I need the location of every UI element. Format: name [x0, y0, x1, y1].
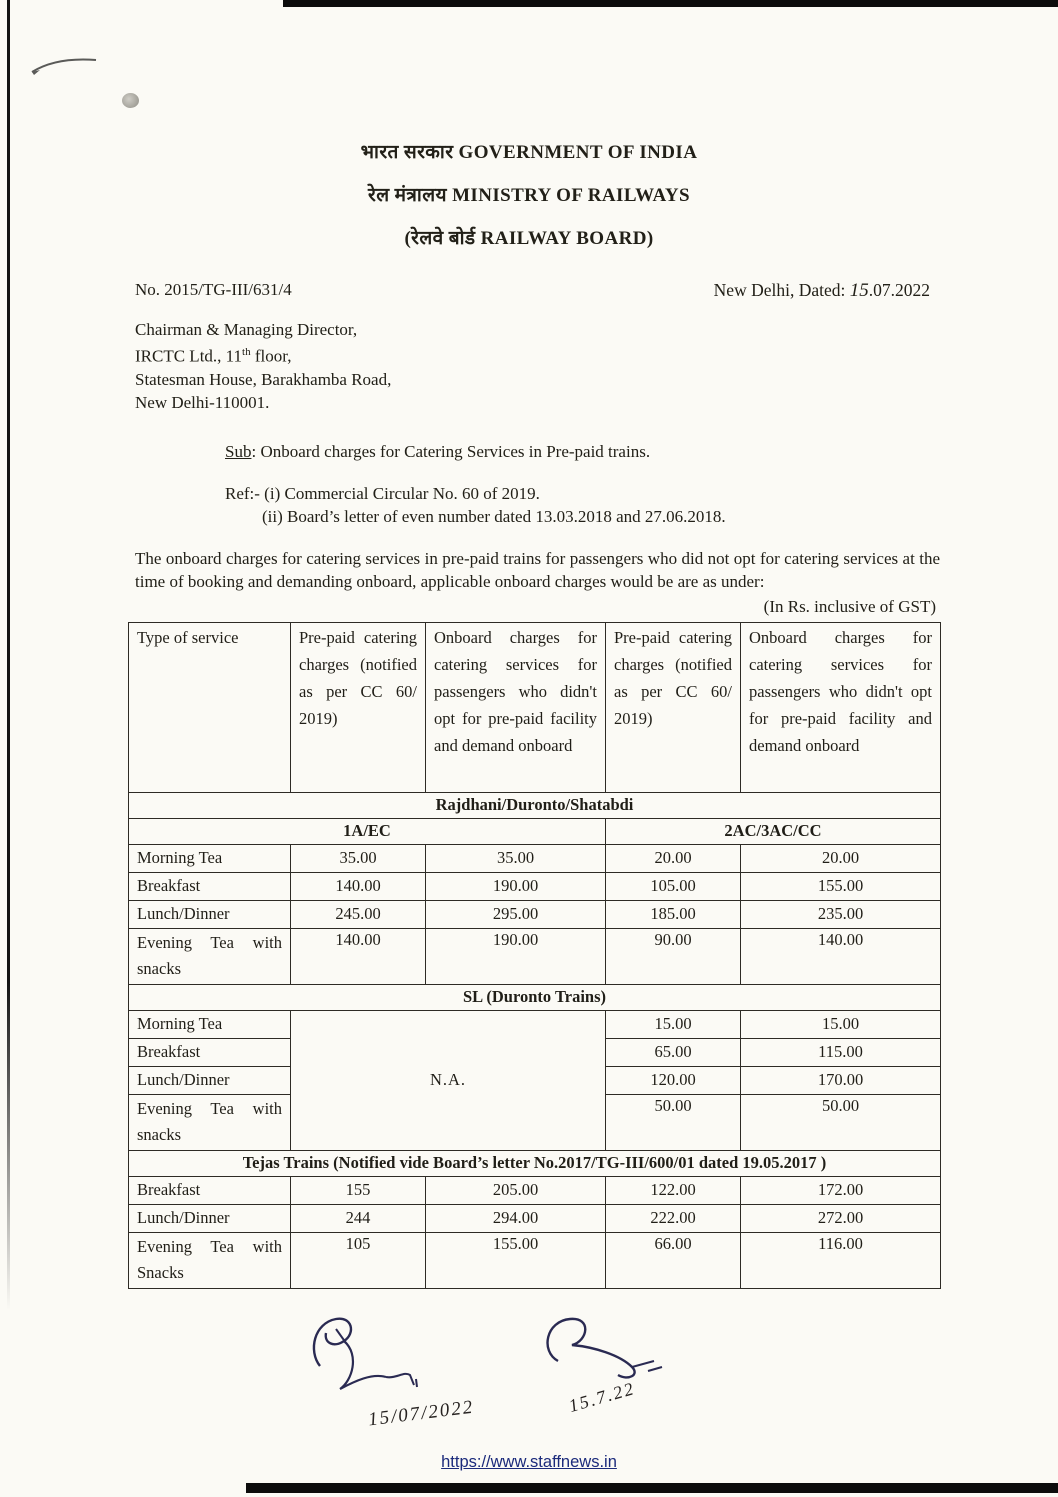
reference-block: [225, 482, 1058, 528]
charge-value: 105.00: [606, 872, 741, 900]
row-label: Lunch/Dinner: [129, 900, 291, 928]
charge-value: 185.00: [606, 900, 741, 928]
row-label: Breakfast: [129, 1038, 291, 1066]
charge-value: 20.00: [741, 844, 941, 872]
table-row: [129, 844, 941, 872]
charge-value: 50.00: [741, 1094, 941, 1150]
letter-reference-number: No. 2015/TG-III/631/4: [135, 280, 292, 299]
header-onboard-charges-2ac: Onboard charges for catering services for passengers who didn't opt for pre-paid facility and demand onboard: [741, 622, 941, 792]
header-onboard-charges-1aec: Onboard charges for catering services for passengers who didn't opt for pre-paid facility and demand onboard: [426, 622, 606, 792]
charge-value: 120.00: [606, 1066, 741, 1094]
charge-value: 172.00: [741, 1176, 941, 1204]
charge-value: 155.00: [741, 872, 941, 900]
addressee-line-2-pre: IRCTC Ltd., 11: [135, 346, 243, 366]
footer: [0, 1453, 1058, 1472]
class-header-2ac3accc: 2AC/3AC/CC: [606, 818, 941, 844]
charge-value: 222.00: [606, 1204, 741, 1232]
charge-value: 140.00: [741, 928, 941, 984]
letterhead-line-railway-board: (रेलवे बोर्ड RAILWAY BOARD): [404, 228, 654, 249]
charge-value: 90.00: [606, 928, 741, 984]
addressee-line-3: Statesman House, Barakhamba Road,: [135, 369, 392, 389]
charge-value: 294.00: [426, 1204, 606, 1232]
row-label: Lunch/Dinner: [129, 1066, 291, 1094]
section-sl-title-row: [129, 984, 941, 1010]
row-label: Breakfast: [129, 872, 291, 900]
charge-value: 35.00: [426, 844, 606, 872]
letterhead: [0, 0, 1058, 250]
charge-value: 170.00: [741, 1066, 941, 1094]
header-type-of-service: Type of service: [129, 622, 291, 792]
letter-date-line: [714, 280, 930, 302]
signature-left-date: 15/07/2022: [367, 1396, 476, 1431]
letterhead-line-ministry-of-railways: रेल मंत्रालय MINISTRY OF RAILWAYS: [368, 185, 690, 206]
charge-value: 245.00: [291, 900, 426, 928]
table-header-row: [129, 622, 941, 792]
row-label: Evening Tea with snacks: [129, 1094, 291, 1150]
table-row: [129, 1176, 941, 1204]
addressee-line-2-ordinal: th: [242, 346, 251, 358]
scan-artifact-bottom-bar: [246, 1483, 1058, 1493]
body-paragraph: The onboard charges for catering services in pre-paid trains for passengers who did not opt for catering services at the time of booking and demanding onboard, applicable onboard charges would be are as under:: [135, 548, 940, 592]
date-prefix: New Delhi, Dated:: [713, 280, 850, 300]
charge-value: 20.00: [606, 844, 741, 872]
subject-label: Sub: [225, 441, 252, 461]
charge-value: 244: [291, 1204, 426, 1232]
scan-artifact-hole-punch: [122, 93, 139, 108]
charge-value: 115.00: [741, 1038, 941, 1066]
scan-artifact-top-bar: [283, 0, 1058, 7]
charge-value: 205.00: [426, 1176, 606, 1204]
row-label: Evening Tea with snacks: [129, 928, 291, 984]
signature-left-icon: [300, 1311, 450, 1406]
signature-area: [0, 1311, 1058, 1451]
class-header-1aec: 1A/EC: [129, 818, 606, 844]
date-suffix: .07.2022: [868, 280, 930, 300]
charge-value: 116.00: [741, 1232, 941, 1288]
reference-line-2: (ii) Board’s letter of even number dated 13.03.2018 and 27.06.2018.: [262, 506, 726, 526]
letterhead-line-govt-of-india: भारत सरकार GOVERNMENT OF INDIA: [360, 142, 698, 163]
charge-value: 155.00: [426, 1232, 606, 1288]
scan-artifact-pen-mark: [30, 52, 100, 78]
table-row: [129, 1010, 941, 1038]
section-tejas-title-row: [129, 1150, 941, 1176]
signature-right-icon: [528, 1311, 678, 1396]
charge-value: 272.00: [741, 1204, 941, 1232]
scan-artifact-left-edge-line: [7, 0, 10, 1310]
handwritten-date-day: 15: [849, 280, 869, 301]
addressee-block: [135, 318, 1058, 414]
catering-charges-table: [128, 622, 941, 1289]
charge-value: 105: [291, 1232, 426, 1288]
charge-value: 65.00: [606, 1038, 741, 1066]
table-row: [129, 872, 941, 900]
addressee-line-2-post: floor,: [250, 346, 292, 366]
signature-right-date: 15.7.22: [566, 1377, 638, 1416]
addressee-line-4: New Delhi-110001.: [135, 392, 270, 412]
subject-text: : Onboard charges for Catering Services in Pre-paid trains.: [251, 441, 651, 461]
charge-value: 35.00: [291, 844, 426, 872]
table-row: [129, 900, 941, 928]
charge-value: 15.00: [741, 1010, 941, 1038]
table-row: [129, 1204, 941, 1232]
charge-value: 50.00: [606, 1094, 741, 1150]
row-label: Breakfast: [129, 1176, 291, 1204]
addressee-line-1: Chairman & Managing Director,: [135, 320, 358, 339]
table-row: [129, 1232, 941, 1288]
charge-value: 140.00: [291, 928, 426, 984]
row-label: Morning Tea: [129, 1010, 291, 1038]
staffnews-link[interactable]: https://www.staffnews.in: [441, 1452, 617, 1471]
addressee-line-2: [135, 341, 1058, 368]
row-label: Evening Tea with Snacks: [129, 1232, 291, 1288]
header-prepaid-charges-2ac: Pre-paid catering charges (notified as per CC 60/ 2019): [606, 622, 741, 792]
charge-value: 190.00: [426, 872, 606, 900]
charge-value: 15.00: [606, 1010, 741, 1038]
section-rajdhani-title-row: [129, 792, 941, 818]
not-applicable-cell: N.A.: [291, 1010, 606, 1150]
row-label: Morning Tea: [129, 844, 291, 872]
table-row: [129, 928, 941, 984]
charge-value: 295.00: [426, 900, 606, 928]
gst-inclusive-note: (In Rs. inclusive of GST): [763, 596, 936, 616]
section-title-sl-duronto: SL (Duronto Trains): [129, 984, 941, 1010]
section-title-tejas: Tejas Trains (Notified vide Board’s letter No.2017/TG-III/600/01 dated 19.05.2017 ): [129, 1150, 941, 1176]
charge-value: 190.00: [426, 928, 606, 984]
header-prepaid-charges-1aec: Pre-paid catering charges (notified as per CC 60/ 2019): [291, 622, 426, 792]
reference-date-row: [135, 280, 930, 302]
reference-line-1: Ref:- (i) Commercial Circular No. 60 of 2019.: [225, 483, 540, 503]
class-header-row: [129, 818, 941, 844]
charge-value: 66.00: [606, 1232, 741, 1288]
charge-value: 140.00: [291, 872, 426, 900]
charge-value: 122.00: [606, 1176, 741, 1204]
charge-value: 155: [291, 1176, 426, 1204]
row-label: Lunch/Dinner: [129, 1204, 291, 1232]
subject-line: [225, 442, 1058, 462]
section-title-rajdhani: Rajdhani/Duronto/Shatabdi: [129, 792, 941, 818]
charge-value: 235.00: [741, 900, 941, 928]
